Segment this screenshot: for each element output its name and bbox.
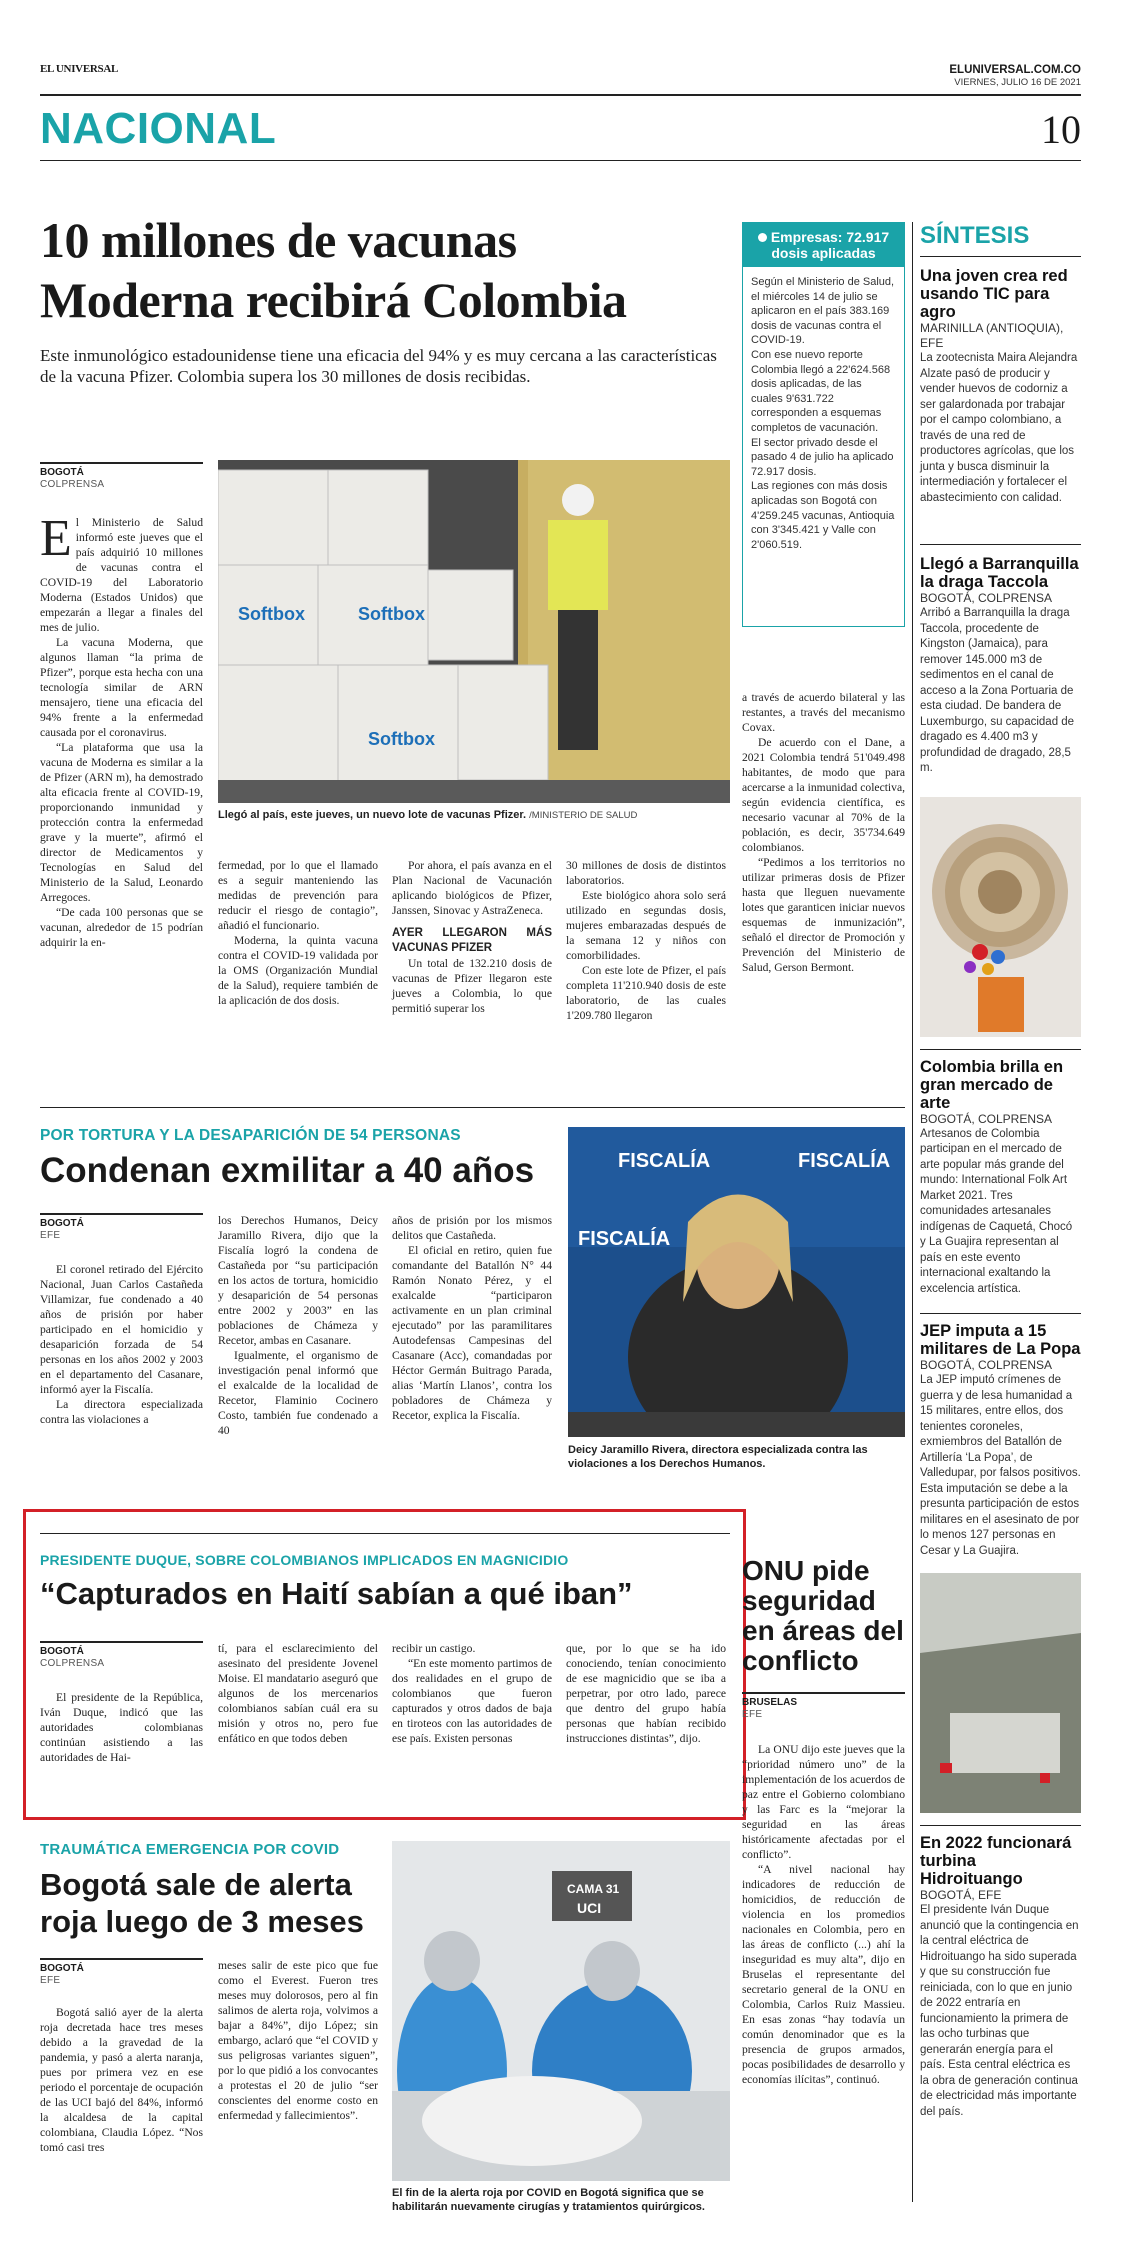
story2-photo-caption xyxy=(568,1443,905,1471)
infobox-dot-icon xyxy=(758,233,767,242)
story2-col3 xyxy=(392,1213,552,1423)
story2-col1-p2: La directora especializada contra las violaciones a xyxy=(40,1398,203,1426)
byline-place: BOGOTÁ xyxy=(40,1646,84,1657)
folk-art-photo xyxy=(920,797,1081,1037)
icu-illustration xyxy=(392,1841,730,2181)
icu-photo xyxy=(392,1841,730,2181)
fiscalia-illustration xyxy=(568,1127,905,1437)
infobox-p1: Según el Ministerio de Salud, el miércoles 14 de julio se aplicaron en el país 383.169 dosis de vacunas contra el COVID-19. xyxy=(751,276,895,347)
story5-byline xyxy=(40,1958,203,1987)
section-title: NACIONAL xyxy=(40,104,277,153)
issue-date: VIERNES, JULIO 16 DE 2021 xyxy=(954,77,1081,88)
lead-col4-p2: Este biológico ahora solo será utilizado en segundas dosis, mujeres embarazadas después de la semana 12 y niños con comorbilidades. xyxy=(566,889,726,962)
story5-headline xyxy=(40,1866,400,1940)
lead-col3 xyxy=(392,858,552,1016)
story3-col4 xyxy=(566,1641,726,1746)
icu-sign-sub: UCI xyxy=(577,1900,602,1916)
story5-col1-p1: Bogotá salió ayer de la alerta roja decretada hace tres meses debido a la gravedad de la pandemia, y pasó a alerta naranja, pues por primera vez en ese periodo el porcentaje de ocupación de las UCI bajó del 84%, informó la alcaldesa de la capital colombiana, Claudia López. “Nos tomó casi tres xyxy=(40,2006,203,2154)
lead-headline-line1: 10 millones de vacunas xyxy=(40,212,517,268)
shipment-illustration xyxy=(218,460,730,803)
infobox-header xyxy=(743,223,904,267)
story3-col3 xyxy=(392,1641,552,1746)
story3-col1-p1: El presidente de la República, Iván Duque, indicó que las autoridades colombianas continúan asistiendo a las autoridades de Hai- xyxy=(40,1691,203,1764)
story5-col2-p1: meses salir de este pico que fue como el Everest. Fueron tres meses muy dolorosos, pero al fin salimos de alerta roja, volvimos a bajar a 84%”, dijo López; sin embargo, aclaró que “el COVID y sus peligrosas variantes siguen”, por lo que pidió a los convocantes a protestas el 20 de julio “ser conscientes del enorme costo en enfermedad y fallecimientos”. xyxy=(218,1959,378,2122)
sidebar-item-title: En 2022 funcionará turbina Hidroituango xyxy=(920,1834,1072,1888)
svg-text:Softbox: Softbox xyxy=(368,729,435,749)
lead-deck: Este inmunológico estadounidense tiene una eficacia del 94% y es muy cercana a las características de la vacuna Pfizer. Colombia supera los 30 millones de dosis recibidas. xyxy=(40,346,717,386)
story2-col2-p2: Igualmente, el organismo de investigación penal informó que el exalcalde de la localidad de Recetor, Flaminio Cocinero Costo, también fue condenado a 40 xyxy=(218,1349,378,1437)
sidebar-item-title: Llegó a Barranquilla la draga Taccola xyxy=(920,555,1079,591)
story2-headline: Condenan exmilitar a 40 años xyxy=(40,1151,535,1190)
story5-headline-line1: Bogotá sale de alerta xyxy=(40,1867,352,1902)
story2-col2 xyxy=(218,1213,378,1438)
svg-text:Softbox: Softbox xyxy=(358,604,425,624)
story5-col2 xyxy=(218,1958,378,2123)
byline-agency: COLPRENSA xyxy=(40,479,105,490)
story4-p2: “A nivel nacional hay indicadores de reducción de homicidios, de reducción de violencia en los promedios nacionales en Colombia, pero en las áreas de conflicto (...) ahí la inseguridad es muy alta”, dijo en Bruselas el representante del secretario general de la ONU en Colombia, Carlos Ruiz Massieu. En esas zonas “hay todavía un común denominador que es la presencia de grupos armados, pocas posibilidades de desarrollo y economías ilícitas”, continuó. xyxy=(742,1863,905,2086)
byline-place: BOGOTÁ xyxy=(40,467,84,478)
caption-bold: Llegó al país, este jueves, un nuevo lote de vacunas Pfizer. xyxy=(218,809,527,821)
header-rule xyxy=(40,94,1081,96)
lead-headline xyxy=(40,210,740,330)
sidebar-divider xyxy=(912,222,913,2202)
story3-kicker: PRESIDENTE DUQUE, SOBRE COLOMBIANOS IMPLICADOS EN MAGNICIDIO xyxy=(40,1552,569,1568)
page-number: 10 xyxy=(1041,107,1081,152)
byline-agency: EFE xyxy=(742,1709,763,1720)
sidebar-title: SÍNTESIS xyxy=(920,222,1081,257)
masthead-logo[interactable] xyxy=(40,64,120,75)
story3-col3-p1: recibir un castigo. xyxy=(392,1642,476,1655)
story2-col2-p1: los Derechos Humanos, Deicy Jaramillo Rivera, dijo que la Fiscalía logró la condena de Castañeda por “su participación en los actos de tortura, homicidio y desaparición de 54 personas entre 2002 y 2003” en las poblaciones de Chámeza y Recetor, ambas en Casanare. xyxy=(218,1214,378,1347)
lead-col2-p2: Moderna, la quinta vacuna contra el COVID-19 validada por la OMS (Organización Mundial de la Salud), requiere también de la aplicación de dos dosis. xyxy=(218,934,378,1007)
lead-col4-p1: 30 millones de dosis de distintos laboratorios. xyxy=(566,859,726,887)
lead-headline-line2: Moderna recibirá Colombia xyxy=(40,272,627,328)
sidebar-item-meta: BOGOTÁ, COLPRENSA xyxy=(920,1358,1053,1372)
story4-body xyxy=(742,1742,905,2087)
byline-agency: EFE xyxy=(40,1975,61,1986)
sidebar-item-body: La zootecnista Maira Alejandra Alzate pasó de producir y vender huevos de codorniz a ser galardonada por trabajar por el campo colombiano, a través de una red de productores agrícolas, que los junta y busca disminuir la intermediación y fortalecer el abastecimiento con calidad. xyxy=(920,352,1078,504)
infobox-title: Empresas: 72.917 dosis aplicadas xyxy=(770,229,890,261)
story4-p1: La ONU dijo este jueves que la “prioridad número uno” de la implementación de los acuerdos de paz entre el Gobierno colombiano y las Farc es la “mejorar la seguridad en las áreas históricamente afectadas por el conflicto”. xyxy=(742,1743,905,1861)
byline-agency: EFE xyxy=(40,1230,61,1241)
lead-photo-caption xyxy=(218,808,730,823)
story4-headline: ONU pide seguridad en áreas del conflicto xyxy=(742,1555,904,1676)
backdrop-text-1: FISCALÍA xyxy=(618,1150,711,1172)
sidebar-item-meta: BOGOTÁ, COLPRENSA xyxy=(920,1111,1053,1126)
sidebar-item-hidroituango[interactable] xyxy=(920,1825,1081,2120)
byline-place: BOGOTÁ xyxy=(40,1963,84,1974)
story2-col3-p2: El oficial en retiro, quien fue comandante del Batallón N° 44 Ramón Nonato Pérez, y el exalcalde “participaron activamente en un plan criminal ejecutado” por las paramilitares Autodefensas Campesinas del Casanare (Acc), comandadas por Héctor Germán Buitrago Parada, alias ‘Martín Llanos’, contra los pobladores de Chámeza y Recetor, explica la Fiscalía. xyxy=(392,1244,552,1422)
lead-col4-p3: Con este lote de Pfizer, el país completa 11'210.940 dosis de este laboratorio, de las cuales 1'209.780 llegaron xyxy=(566,964,726,1022)
story3-col2-p1: tí, para el esclarecimiento del asesinato del presidente Jovenel Moise. El mandatario aseguró que algunos de los mercenarios colombianos sabían cuál era su misión y otros no, pero fue enfático en que todos deben xyxy=(218,1642,378,1745)
lead-col3-p1: Por ahora, el país avanza en el Plan Nacional de Vacunación aplicando biológicos de Pfizer, Janssen, Sinovac y AstraZeneca. xyxy=(392,859,552,917)
byline-agency: COLPRENSA xyxy=(40,1658,105,1669)
story2-byline xyxy=(40,1213,203,1242)
section-rule xyxy=(40,160,1081,161)
sidebar-item-body: Artesanos de Colombia participan en el mercado de arte popular más grande del mundo: International Folk Art Market 2021. Tres comunidades artesanales indígenas de Caquetá, Chocó y La Guajira representan al país en este evento internacional exaltando la excelencia artística. xyxy=(920,1127,1073,1295)
photo-credit: /MINISTERIO DE SALUD xyxy=(529,810,638,821)
lead-bottom-rule xyxy=(40,1107,905,1108)
sidebar-item-meta: MARINILLA (ANTIOQUIA), EFE xyxy=(920,321,1064,350)
sidebar-item-draga[interactable] xyxy=(920,544,1081,777)
folk-art-illustration xyxy=(920,797,1081,1037)
sidebar-item-body: El presidente Iván Duque anunció que la contingencia en la central eléctrica de Hidroituango ha sido superada y que su construcción fue reiniciada, con lo que en junio de 2022 entraría en funcionamiento la primera de las ocho turbinas que generarán energía para el país. Esta central eléctrica es la obra de generación continua de electricidad más importante del país. xyxy=(920,1904,1079,2118)
infobox-p2: Con ese nuevo reporte Colombia llegó a 22'624.568 dosis aplicadas, de las cuales 9'631.722 corresponden a esquemas completos de vacunación. xyxy=(751,348,891,434)
sidebar-item-title: Colombia brilla en gran mercado de arte xyxy=(920,1057,1064,1112)
lead-col1-p4: “De cada 100 personas que se vacunan, alrededor de 15 podrían adquirir la en- xyxy=(40,906,203,949)
lead-col1-p3: “La plataforma que usa la vacuna de Moderna es similar a la de Pfizer (ARN m), ha demostrado alta eficacia frente al COVID-19, proporcionando inmunidad y protección contra la enfermedad grave y la muerte”, afirmó el director de Medicamentos y Tecnologías en Salud del Ministerio de la Salud, Leonardo Arregoces. xyxy=(40,741,203,904)
story4-byline xyxy=(742,1692,905,1721)
infobox-p4: Las regiones con más dosis aplicadas son Bogotá con 4'259.245 vacunas, Antioquia con 3'345.421 y Valle con 2'060.519. xyxy=(751,480,895,551)
backdrop-text-2: FISCALÍA xyxy=(798,1150,891,1172)
byline-place: BOGOTÁ xyxy=(40,1218,84,1229)
story5-col1 xyxy=(40,2005,203,2155)
lead-col5-p2: De acuerdo con el Dane, a 2021 Colombia tendrá 51'049.498 habitantes, de modo que para acercarse a la inmunidad colectiva, según evidencia científica, es necesario vacunar al 70% de la población, es decir, 35'734.649 colombianos. xyxy=(742,736,905,854)
backdrop-text-3: FISCALÍA xyxy=(578,1228,671,1250)
caption-bold: El fin de la alerta roja por COVID en Bogotá significa que se habilitarán nuevamente cirugías y tratamientos quirúrgicos. xyxy=(392,2187,705,2213)
story5-kicker: TRAUMÁTICA EMERGENCIA POR COVID xyxy=(40,1841,340,1858)
caption-bold: Deicy Jaramillo Rivera, directora especializada contra las violaciones a los Derechos Humanos. xyxy=(568,1444,868,1470)
story2-kicker: POR TORTURA Y LA DESAPARICIÓN DE 54 PERSONAS xyxy=(40,1127,461,1144)
lead-col1-p2: La vacuna Moderna, que algunos llaman “la prima de Pfizer”, porque esta hecha con una tecnología similar de ARN mensajero, tiene una eficacia del 94% frente a la enfermedad causada por el coronavirus. xyxy=(40,636,203,739)
story3-byline xyxy=(40,1641,203,1670)
lead-col5 xyxy=(742,690,905,975)
story3-col3-p2: “En este momento partimos de dos realidades en el grupo de colombianos que fueron capturados y otros dados de baja en tiroteos con las autoridades de ese país. Existen personas xyxy=(392,1657,552,1745)
lead-col2-p1: fermedad, por lo que el llamado es a seguir manteniendo las medidas de prevención para reducir el riesgo de contagio”, añadió el funcionario. xyxy=(218,859,378,932)
hidroituango-photo xyxy=(920,1573,1081,1813)
sidebar-item-title: Una joven crea red usando TIC para agro xyxy=(920,267,1068,321)
sidebar-item-meta: BOGOTÁ, EFE xyxy=(920,1888,1002,1902)
lead-byline xyxy=(40,462,203,491)
icu-sign-text: CAMA 31 xyxy=(567,1882,620,1896)
story3-headline: “Capturados en Haití sabían a qué iban” xyxy=(40,1576,633,1611)
story3-col1 xyxy=(40,1690,203,1765)
story3-col4-p1: que, por lo que se ha ido conociendo, tenían conocimiento de ese magnicidio que se iba a perpetrar, por otro lado, parece que dentro del grupo había personas que habían recibido instrucciones distintas”, dijo. xyxy=(566,1642,726,1745)
story5-photo-caption xyxy=(392,2186,730,2214)
story3-col2 xyxy=(218,1641,378,1746)
lead-col5-p1: a través de acuerdo bilateral y las restantes, a través del mecanismo Covax. xyxy=(742,691,905,734)
sidebar-item-body: Arribó a Barranquilla la draga Taccola, procedente de Kingston (Jamaica), para remover 145.000 m3 de sedimentos en el canal de acceso a la Zona Portuaria de esta ciudad. De bandera de Luxemburgo, su capacidad de dragado es 4.400 m3 y profundidad de dragado, 28,5 m. xyxy=(920,607,1075,774)
story2-col3-p1: años de prisión por los mismos delitos que Castañeda. xyxy=(392,1214,552,1242)
story5-headline-line2: roja luego de 3 meses xyxy=(40,1904,364,1939)
vaccine-infobox xyxy=(742,222,905,627)
dam-illustration xyxy=(920,1573,1081,1813)
synthesis-sidebar xyxy=(920,222,1081,2120)
drop-cap: E xyxy=(40,510,72,567)
story3-top-rule xyxy=(40,1533,730,1534)
lead-col1 xyxy=(40,510,203,950)
infobox-body xyxy=(743,267,904,560)
sidebar-item-title: JEP imputa a 15 militares de La Popa xyxy=(920,1322,1081,1358)
sidebar-item-jep[interactable] xyxy=(920,1313,1081,1559)
lead-col4 xyxy=(566,858,726,1023)
site-url[interactable]: ELUNIVERSAL.COM.CO xyxy=(949,64,1081,76)
story2-col1-p1: El coronel retirado del Ejército Nacional, Juan Carlos Castañeda Villamizar, fue condenado a 40 años de prisión por haber participado en el homicidio y desaparición forzada de 54 personas en los años 2002 y 2003 en el departamento del Casanare, informó ayer la Fiscalía. xyxy=(40,1263,203,1396)
sidebar-item-meta: BOGOTÁ, COLPRENSA xyxy=(920,591,1053,605)
lead-subhead: AYER LLEGARON MÁS VACUNAS PFIZER xyxy=(392,927,552,954)
logo-text: EL UNIVERSAL xyxy=(40,63,119,75)
sidebar-item-arte[interactable] xyxy=(920,1049,1081,1298)
lead-col5-p3: “Pedimos a los territorios no utilizar primeras dosis de Pfizer hasta que lleguen nuevamente lotes que garanticen iniciar nuevos esquemas de inmunización”, señaló el director de Promoción y Prevención del Ministerio de Salud, Gerson Bermont. xyxy=(742,856,905,974)
lead-col3-p2: Un total de 132.210 dosis de vacunas de Pfizer llegaron este jueves a Colombia, lo que permitió superar los xyxy=(392,957,552,1015)
story2-col1 xyxy=(40,1262,203,1427)
lead-col2 xyxy=(218,858,378,1008)
fiscalia-photo xyxy=(568,1127,905,1437)
lead-col1-p1: l Ministerio de Salud informó este jueves que el país adquirió 10 millones de vacunas contra el COVID-19 del Laboratorio Moderna (Estados Unidos) que empezarán a llegar a finales del mes de julio. xyxy=(40,516,203,634)
svg-text:Softbox: Softbox xyxy=(238,604,305,624)
infobox-p3: El sector privado desde el pasado 4 de julio ha aplicado 72.917 dosis. xyxy=(751,436,894,478)
vaccine-shipment-photo xyxy=(218,460,730,803)
sidebar-item-body: La JEP imputó crímenes de guerra y de lesa humanidad a 15 militares, entre ellos, dos tenientes coroneles, exmiembros del Batallón de Artillería ‘La Popa’, de Valledupar, por falsos positivos. Esta imputación se debe a la presunta participación de estos militares en el asesinato de por lo menos 127 personas en Cesar y La Guajira. xyxy=(920,1374,1081,1557)
byline-place: BRUSELAS xyxy=(742,1697,798,1708)
sidebar-item-tic[interactable] xyxy=(920,267,1081,506)
